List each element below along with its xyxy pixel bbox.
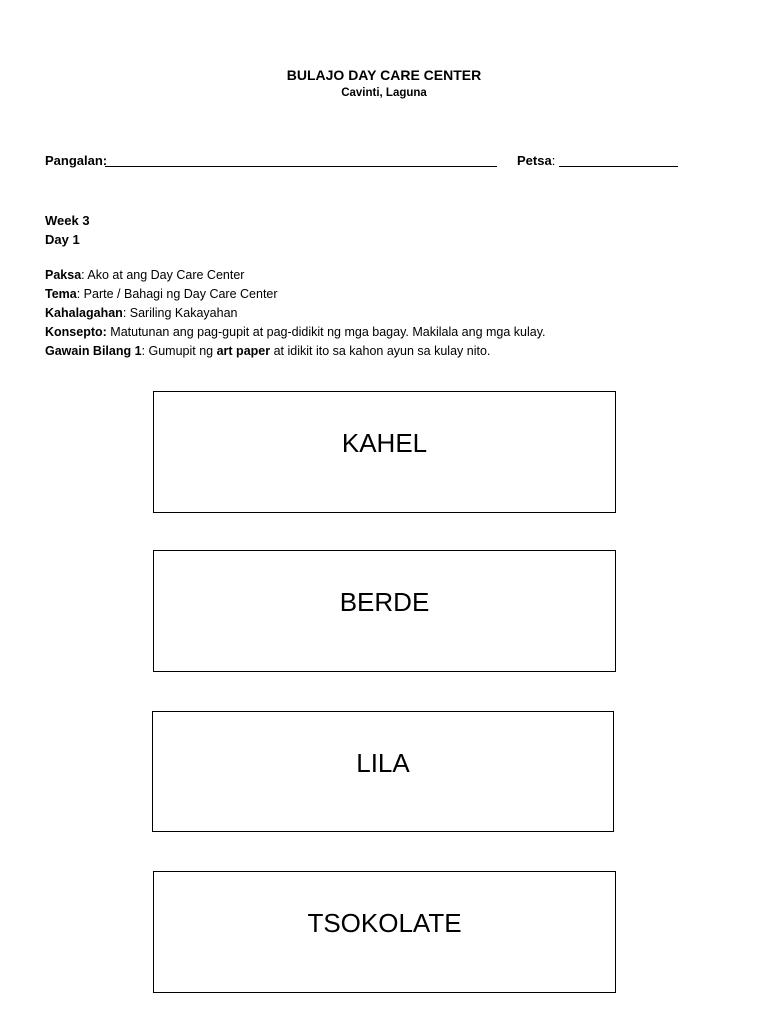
week-label: Week 3: [45, 213, 90, 228]
color-box-berde[interactable]: [153, 550, 616, 672]
paksa-label: Paksa: [45, 268, 82, 282]
gawain-label: Gawain Bilang 1: [45, 344, 142, 358]
date-field[interactable]: [559, 166, 678, 167]
color-box-label: BERDE: [339, 587, 430, 617]
color-box-lila[interactable]: [152, 711, 614, 832]
name-date-row: [45, 152, 685, 170]
lesson-details: [45, 266, 735, 361]
tema-value: : Parte / Bahagi ng Day Care Center: [76, 287, 278, 301]
kahalagahan-label: Kahalagahan: [45, 306, 123, 320]
schedule-block: [45, 211, 90, 249]
kahalagahan-row: [45, 304, 735, 323]
center-location: Cavinti, Laguna: [341, 87, 427, 99]
gawain-bold: art paper: [216, 344, 271, 358]
konsepto-label: Konsepto:: [45, 325, 107, 339]
document-header: [0, 66, 768, 101]
konsepto-row: [45, 323, 735, 342]
tema-label: Tema: [45, 287, 77, 301]
konsepto-value: Matutunan ang pag-gupit at pag-didikit ng mga bagay. Makilala ang mga kulay.: [106, 325, 546, 339]
color-box-tsokolate[interactable]: [153, 871, 616, 993]
name-label: Pangalan:: [45, 153, 108, 168]
name-field[interactable]: [105, 166, 497, 167]
color-box-label: KAHEL: [341, 428, 428, 458]
day-label: Day 1: [45, 232, 80, 247]
paksa-row: [45, 266, 735, 285]
date-label: Petsa:: [517, 153, 556, 168]
color-box-kahel[interactable]: [153, 391, 616, 513]
color-box-label: LILA: [356, 748, 410, 778]
center-name: BULAJO DAY CARE CENTER: [286, 67, 482, 83]
tema-row: [45, 285, 735, 304]
color-box-label: TSOKOLATE: [307, 908, 462, 938]
paksa-value: : Ako at ang Day Care Center: [81, 268, 245, 282]
kahalagahan-value: : Sariling Kakayahan: [122, 306, 238, 320]
gawain-value-2: at idikit ito sa kahon ayun sa kulay nito.: [270, 344, 491, 358]
gawain-row: [45, 342, 735, 361]
gawain-value-1: : Gumupit ng: [141, 344, 217, 358]
